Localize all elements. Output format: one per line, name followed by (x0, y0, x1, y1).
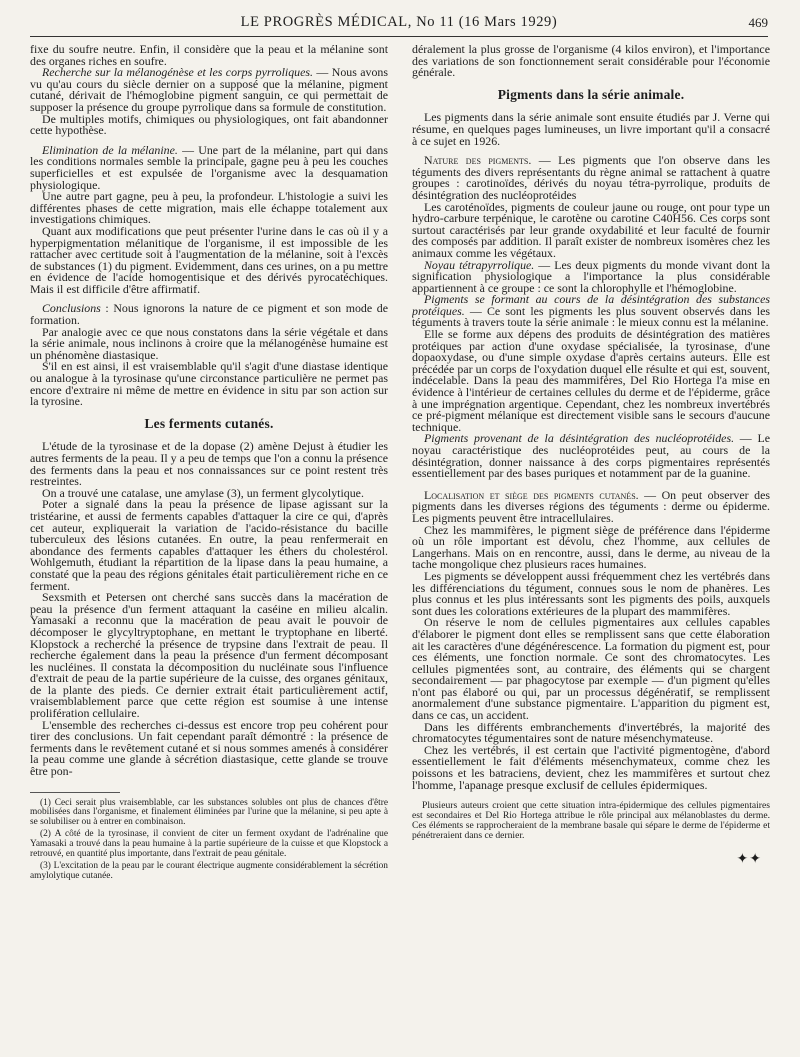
section-heading: Les ferments cutanés. (144, 415, 274, 431)
paragraph: Les caroténoïdes, pigments de couleur jaune ou rouge, ont pour type un hydro-carbure terpénique, le carotène ou carotine C40H56. Ces corps sont surtout caractérisés par leur grande oxydabilité et leur faculté de fournir des composés par addition. Il paraît exister de nombreux isomères chez les animaux comme les végétaux. (412, 199, 770, 260)
paragraph (30, 303, 388, 326)
paragraph: Elle se forme aux dépens des produits de désintégration des matières protéiques par action d'une oxydase spécialisée, la tyrosinase, d'une dopaoxydase, ou d'une simple oxydase d'après certains auteurs. Elle est précédée par un corps de l'oxydation duquel elle résulte et qui est, souvent, indécelable. Dans la peau des mammifères, Del Rio Hortega l'a mise en évidence à l'intérieur de certaines cellules du derme et de l'épiderme, grâce à une imprégnation argentique. Cependant, chez les nombreux invertébrés ce pré-pigment mélanique est directement visible sans le secours d'aucune technique. (412, 327, 770, 434)
paragraph (30, 142, 388, 192)
paragraph-text: — Le noyau caractéristique des nucléoprotéides peut, au cours de la désintégration, donner naissance à des corps pigmentaires représentés essentiellement par des bases puriques et notamment par de la guanine. (412, 431, 770, 481)
footnote-rule (30, 792, 120, 793)
paragraph-text: — Une part de la mélanine, part qui dans les conditions normales semble la principale, gagne peu à peu les couches superficielles et est expulsée de l'organisme avec la desquamation physiologique. (30, 142, 388, 192)
paragraph (412, 294, 770, 329)
paragraph: On réserve le nom de cellules pigmentaires aux cellules capables d'élaborer le pigment dont elles se remplissent sans que cette élaboration ait les caractères d'une dégénérescence. La formation du pigment est, pour ces éléments, une fonction normale. Ce sont des chromatocytes. Les cellules pigmentées sont, au contraire, des éléments qui se chargent secondairement — par phagocytose par exemple — d'un pigment qu'elles n'ont pas élaboré ou qui, par un processus dégénératif, se remplissent anormalement d'une substance pigmentaire. L'apparition du pigment est, dans ce cas, un accident. (412, 615, 770, 723)
paragraph: Poter a signalé dans la peau la présence de lipase agissant sur la tristéarine, et aussi de ferments capables d'attaquer la cire ce qui, d'après cet auteur, expliquerait la variation de l'acido-résistance du bacille tuberculeux des lésions cutanées. En outre, la peau renfermerait en abondance des ferments capables d'attaquer les éthers du cholestérol. Wohlgemuth, étudiant la répartition de la lipase dans la peau humaine, a constaté que la peau des régions génitales était particulièrement riche en ce ferment. (30, 497, 388, 593)
paragraph-lead: Elimination de la mélanine. (42, 142, 178, 157)
paragraph: Dans les différents embranchements d'invertébrés, la majorité des chromatocytes tégumentaires sont de nature mésenchymateuse. (412, 719, 770, 746)
paragraph-lead: Nature des pigments. (424, 153, 532, 168)
running-title: LE PROGRÈS MÉDICAL, No 11 (16 Mars 1929) (240, 14, 558, 30)
section-heading: Pigments dans la série animale. (497, 86, 685, 102)
paragraph: fixe du soufre neutre. Enfin, il considère que la peau et la mélanine sont des organes riches en soufre. (30, 44, 388, 68)
paragraph-text: — Nous avons vu qu'au cours du siècle dernier on a supposé que la mélanine, pigment cutané, dérivait de l'hémoglobine pigment sanguin, ce qui permettait de supposer la présence du groupe pyrrolique dans sa formule de constitution. (30, 65, 388, 114)
paragraph-text: — On peut observer des pigments dans les diverses régions des téguments : derme ou épiderme. Les pigments peuvent être intracellulaires. (412, 487, 770, 525)
left-column (30, 44, 388, 1049)
paragraph: De multiples motifs, chimiques ou physiologiques, ont fait abandonner cette hypothèse. (30, 111, 388, 138)
paragraph: Sexsmith et Petersen ont cherché sans succès dans la macération de peau la présence d'un ferment attaquant la caséine en milieu alcalin. Yamasaki a reconnu que la macération de peau avait le pouvoir de décomposer le glycyltryptophane, en mettant le tryptophane en liberté. Klopstock a recherché la présence de trypsine dans l'extrait de peau. Il recherche également dans la peau la présence d'un ferment décomposant les nucléines. Il constata la décomposition du nucléinate sous l'influence d'extrait de peau de la partie supérieure de la cuisse, des organes génitaux, de la plante des pieds. Ce dernier extrait était particulièrement actif, vraisemblablement parce que cette région est soumise à une intense prolifération cellulaire. (30, 590, 388, 721)
paragraph-lead: Localisation et siège des pigments cutanés. (424, 487, 639, 502)
paragraph-text: — Ce sont les pigments les plus souvent observés dans les téguments à travers toute la série animale : le mieux connu est la mélanine. (412, 303, 770, 330)
paragraph (412, 433, 770, 479)
header-rule (30, 36, 768, 37)
paragraph-lead: Conclusions (42, 301, 101, 316)
paragraph: Les pigments dans la série animale sont ensuite étudiés par J. Verne qui résume, en quelques pages lumineuses, un livre important qu'il a consacré à ce sujet en 1926. (412, 110, 770, 148)
paragraph: déralement la plus grosse de l'organisme (4 kilos environ), et l'importance des variations de son fonctionnement serait considérable pour l'économie générale. (412, 44, 770, 80)
paragraph: L'ensemble des recherches ci-dessus est encore trop peu cohérent pour tirer des conclusions. Un fait cependant paraît démontré : la présence de ferments dans le revêtement cutané et si nous sommes amenés à considérer la peau comme une glande à sécrétion diastasique, cette glande se trouve être pon- (30, 717, 388, 779)
footnote: (3) L'excitation de la peau par le courant électrique augmente considérablement la sécrétion amylolytique cutanée. (30, 861, 388, 881)
footnote: (2) A côté de la tyrosinase, il convient de citer un ferment oxydant de l'adrénaline que Yamasaki a trouvé dans la peau humaine à la partie supérieure de la cuisse et que Klopstock a retrouvé, en quantité plus importante, dans l'extrait de peau génitale. (30, 829, 388, 859)
paragraph: Une autre part gagne, peu à peu, la profondeur. L'histologie a suivi les différentes phases de cette migration, mais elle échappe totalement aux investigations chimiques. (30, 189, 388, 227)
paragraph (30, 67, 388, 113)
right-column (412, 44, 770, 1049)
paragraph-lead: Pigments se formant au cours de la désintégration des substances protéiques. (412, 292, 770, 318)
paragraph: S'il en est ainsi, il est vraisemblable qu'il s'agit d'une diastase identique ou analogue à la tyrosinase qu'une circonstance particulière ne permet pas encore d'extraire ni même de mettre en évidence in situ par son action sur la tyrosine. (30, 359, 388, 409)
paragraph: Chez les mammifères, le pigment siège de préférence dans l'épiderme où un rôle important est dévolu, chez l'homme, aux cellules de Langerhans. Mais on en rencontre, aussi, dans le derme, au niveau de la tache mongolique chez plusieurs races humaines. (412, 522, 770, 572)
paragraph-lead: Pigments provenant de la désintégration des nucléoprotéides. (424, 431, 735, 446)
paragraph-lead: Noyau tétrapyrrolique. (424, 257, 535, 272)
paragraph (412, 257, 770, 295)
paragraph-text: — Les deux pigments du monde vivant dont la signification physiologique a l'importance la plus considérable appartiennent à ce groupe : ce sont la chlorophylle et l'hémoglobine. (412, 257, 770, 295)
end-ornament: ✦✦ (736, 852, 762, 868)
page-number: 469 (748, 15, 768, 30)
small-print-note: Plusieurs auteurs croient que cette situation intra-épidermique des cellules pigmentaires est secondaires et Del Rio Hortega attribue le rôle principal aux mélanoblastes du derme. Ces éléments se rapprocheraient de la membrane basale qui sépare le derme de l'épiderme et pénétreraient dans ce dernier. (412, 800, 770, 841)
paragraph: Par analogie avec ce que nous constatons dans la série végétale et dans la série animale, nous inclinons à croire que la mélanogénèse humaine est un phénomène diastasique. (30, 324, 388, 362)
paragraph: Les pigments se développent aussi fréquemment chez les vertébrés dans les différenciations du tégument, connues sous le nom de phanères. Les plus connus et les plus intéressants sont les pigments des poils, auxquels sont dues les colorations extérieures de la plupart des mammifères. (412, 568, 770, 618)
paragraph: On a trouvé une catalase, une amylase (3), un ferment glycolytique. (42, 485, 364, 500)
paragraph-text: — Les pigments que l'on observe dans les téguments des divers représentants du règne animal se rattachent à quatre groupes : carotinoïdes, dérivés du noyau tétra-pyrrolique, produits de désintégration des nucléoprotéides (412, 153, 770, 202)
paragraph (412, 155, 770, 201)
running-header (30, 14, 768, 34)
paragraph: Chez les vertébrés, il est certain que l'activité pigmentogène, d'abord essentiellement le fait d'éléments mésenchymateux, comme chez les poissons et les batraciens, devient, chez les mammifères et surtout chez l'homme, l'apanage presque exclusif de cellules épidermiques. (412, 742, 770, 792)
footnote: (1) Ceci serait plus vraisemblable, car les substances solubles ont plus de chances d'être mobilisées dans l'organisme, et finalement éliminées par l'urine que la mélanine, si peu apte à se solubiliser ou à entrer en combinaison. (30, 797, 388, 827)
paragraph: L'étude de la tyrosinase et de la dopase (2) amène Dejust à étudier les autres ferments de la peau. Il y a peu de temps que l'on a connu la présence des ferments dans la peau et nos connaissances sur ce point restent très restreintes. (30, 439, 388, 489)
paragraph: Quant aux modifications que peut présenter l'urine dans le cas où il y a hyperpigmentation mélanitique de l'organisme, il est impossible de les rattacher avec certitude soit à l'augmentation de la mélanine, soit à l'excès de substances (1) du pigment. Evidemment, dans ces urines, on a pu mettre en évidence de l'acide homogentisique et des dérivés pyrocatéchiques. Mais il est difficile d'être affirmatif. (30, 223, 388, 296)
paragraph (412, 487, 770, 525)
paragraph-text: : Nous ignorons la nature de ce pigment et son mode de formation. (30, 301, 388, 328)
paragraph-lead: Recherche sur la mélanogénèse et les corps pyrroliques. (42, 65, 314, 80)
